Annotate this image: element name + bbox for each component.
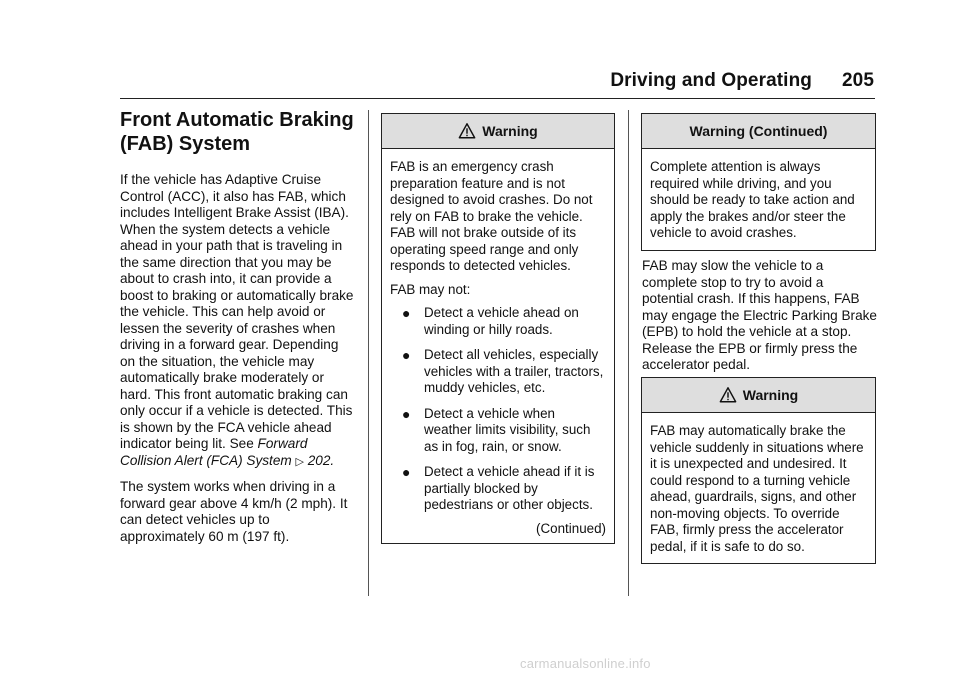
page-ref-arrow-icon: ▷ (295, 455, 304, 468)
warning-box-fab (381, 113, 615, 544)
list-item: ● Detect a vehicle ahead on winding or hilly roads. (402, 305, 579, 337)
warning-continued-header (642, 114, 875, 149)
warning-header (642, 378, 875, 413)
warning-continued-title: Warning (Continued) (689, 123, 828, 139)
watermark: carmanualsonline.info (520, 656, 651, 671)
slow-to-stop-paragraph: FAB may slow the vehicle to a complete stop to try to avoid a potential crash. If this happens, FAB may engage the Electric Parking Brake (EPB) to hold the vehicle at a stop. Release the EPB or firmly press the accelerator pedal. (642, 258, 877, 372)
warning-text: FAB may automatically brake the vehicle suddenly in situations where it is unexpected and undesired. It could respond to a turning vehicle ahead, guardrails, signs, and other non-moving objects. To override FAB, firmly press the accelerator pedal, if it is safe to do so. (650, 423, 864, 554)
warning-continued-text: Complete attention is always required while driving, and you should be ready to take action and apply the brakes and/or steer the vehicle to avoid crashes. (650, 159, 855, 240)
header-rule (120, 98, 875, 99)
warning-body (642, 413, 875, 563)
warning-body (382, 149, 614, 543)
page-number: 205 (841, 70, 874, 91)
operation-paragraph: The system works when driving in a forward gear above 4 km/h (2 mph). It can detect vehicles up to approximately 60 m (197 ft). (120, 479, 348, 544)
warning-triangle-icon (458, 122, 476, 140)
warning-box-override (641, 377, 876, 564)
warning-title: Warning (482, 123, 538, 139)
column-divider-1 (368, 110, 369, 596)
warning-header (382, 114, 614, 149)
warning-text: FAB is an emergency crash preparation feature and is not designed to avoid crashes. Do not rely on FAB to brake the vehicle. FAB will not brake outside of its operating speed range and only responds to detected vehicles. (390, 159, 593, 273)
cross-reference-link[interactable]: Forward Collision Alert (FCA) System (120, 436, 308, 468)
column-1 (120, 108, 356, 554)
warning-box-continued (641, 113, 876, 251)
column-divider-2 (628, 110, 629, 596)
continued-label: (Continued) (536, 520, 606, 536)
see-prefix: See (229, 436, 254, 451)
warning-title: Warning (742, 387, 799, 403)
section-title: Driving and Operating (610, 70, 812, 91)
warning-may-not: FAB may not: (390, 281, 471, 297)
running-head (610, 70, 874, 92)
section-heading: Front Automatic Braking (FAB) System (120, 109, 354, 155)
list-item: ● Detect a vehicle when weather limits visibility, such as in fog, rain, or snow. (402, 405, 591, 454)
list-item: ● Detect a vehicle ahead if it is partially blocked by pedestrians or other objects. (402, 464, 595, 512)
warning-continued-body (642, 149, 875, 250)
list-item: ● Detect all vehicles, especially vehicles with a trailer, tractors, muddy vehicles, etc. (402, 347, 604, 395)
warning-triangle-icon (719, 386, 737, 404)
intro-paragraph: If the vehicle has Adaptive Cruise Control (ACC), it also has FAB, which includes Intelligent Brake Assist (IBA). When the system detects a vehicle ahead in your path that is traveling in the same direction that you may be about to crash into, it can provide a boost to braking or automatically brake the vehicle. This can help avoid or lessen the severity of crashes when driving in a forward gear. Depending on the situation, the vehicle may automatically brake moderately or hard. This front automatic braking can only occur if a vehicle is detected. This is shown by the FCA vehicle ahead indicator being lit. See Forward Collision Alert (FCA) System ▷ 202. (120, 172, 354, 468)
cross-reference-page: 202. (307, 452, 335, 468)
